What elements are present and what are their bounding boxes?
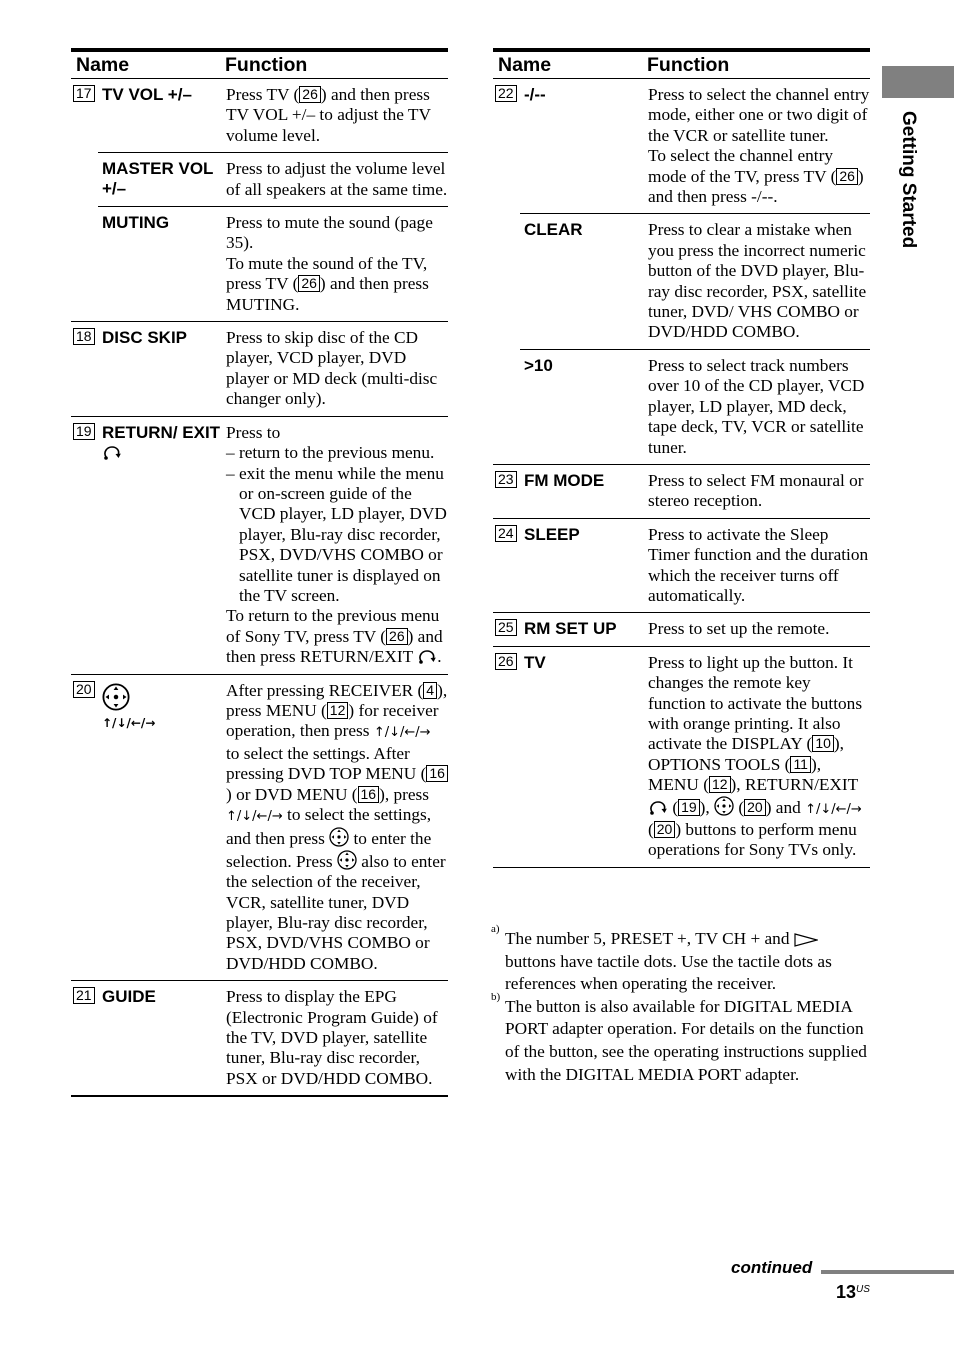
text-run: Press to — [226, 422, 281, 442]
button-number-ref: 12 — [709, 776, 731, 793]
group-rows — [98, 981, 448, 1095]
arrow-keys-icon: ↑/↓/←/→ — [226, 809, 283, 824]
return-icon — [648, 800, 668, 816]
button-number-ref: 11 — [790, 756, 811, 773]
row-function — [226, 981, 448, 1095]
text-run: ), press — [379, 784, 430, 804]
page-number — [836, 1282, 870, 1303]
row-name-text: RM SET UP — [524, 619, 617, 639]
table-row — [98, 417, 448, 674]
text-run: ) and then press TV VOL +/– to adjust the TV volume level. — [226, 85, 431, 145]
row-name — [98, 981, 226, 1095]
text-run: Press to select track numbers over 10 of the CD player, VCD player, LD player, MD deck, tape deck, TV, VCR or satellite tuner. — [648, 355, 865, 457]
button-number-ref: 26 — [836, 168, 858, 185]
side-tab-label: Getting Started — [898, 111, 919, 249]
return-icon — [417, 649, 437, 665]
text-run: ) buttons to perform menu operations for Sony TVs only. — [648, 820, 857, 860]
bullet-item: – exit the menu while the menu or on-screen guide of the VCD player, LD player, DVD player, Blu-ray disc recorder, PSX, DVD/VHS COMBO or satellite tuner is displayed on the TV screen. — [226, 463, 447, 605]
row-name — [98, 417, 226, 674]
button-number-ref: 26 — [386, 628, 408, 645]
group-number: 25 — [495, 619, 517, 636]
group-number: 20 — [73, 681, 95, 698]
group-number-cell — [71, 322, 98, 416]
row-name — [98, 153, 226, 206]
footnote-mark: b) — [491, 990, 501, 1003]
row-name — [98, 79, 226, 152]
text-run: To return to the previous menu of Sony TV, press TV ( — [226, 606, 440, 646]
text-run: Press to select FM monaural or stereo reception. — [648, 470, 864, 511]
footnote — [491, 990, 870, 1086]
text-run: Press to skip disc of the CD player, VCD player, DVD player or MD deck (multi-disc changer only). — [226, 328, 438, 409]
text-run: ), — [699, 797, 715, 817]
group-number: 24 — [495, 525, 517, 542]
group-rows — [98, 322, 448, 416]
row-function — [648, 350, 870, 464]
text-run: Press to mute the sound (page 35). — [226, 213, 433, 253]
left-table — [71, 48, 448, 1097]
group-number-cell — [493, 79, 520, 464]
group-rows — [520, 647, 870, 867]
table-row — [520, 79, 870, 214]
row-function — [648, 613, 870, 645]
row-name — [520, 350, 648, 464]
button-number-ref: 26 — [298, 275, 320, 292]
text-run: To select the channel entry mode of the TV, press TV ( — [648, 146, 837, 186]
continued-label: continued — [731, 1258, 813, 1277]
row-name-text: DISC SKIP — [102, 328, 188, 348]
row-name-text: >10 — [524, 355, 553, 375]
enter-icon — [329, 827, 349, 847]
group-number-cell — [493, 613, 520, 645]
group-number-cell — [493, 465, 520, 518]
group-number-cell — [493, 647, 520, 867]
footnote-mark: a) — [491, 923, 500, 935]
page-number-value: 13 — [836, 1282, 857, 1302]
row-function — [648, 519, 870, 613]
arrow-keys-icon: ↑/↓/←/→ — [805, 801, 862, 817]
group-rows — [520, 79, 870, 464]
row-name-text: MUTING — [102, 213, 170, 233]
group-rows — [520, 519, 870, 613]
row-name — [520, 519, 648, 613]
text-run: ), MENU ( — [648, 754, 822, 795]
page-number-suffix: US — [856, 1284, 870, 1295]
text-run: ), RETURN/EXIT — [730, 775, 858, 795]
button-number-ref: 19 — [678, 799, 700, 816]
footnote — [491, 923, 870, 996]
row-function — [648, 79, 870, 213]
row-name — [98, 322, 226, 416]
button-number-ref: 26 — [299, 86, 321, 103]
play-icon — [794, 933, 818, 947]
button-number-ref: 4 — [423, 682, 437, 699]
right-table — [493, 48, 870, 868]
text-run: Press to light up the button. It changes the remote key function to activate the buttons with orange printing. It also activate the DISPLAY ( — [648, 652, 863, 754]
button-number-ref: 12 — [327, 702, 349, 719]
group-number: 18 — [73, 328, 95, 345]
text-run: Press to display the EPG (Electronic Program Guide) of the TV, DVD player, satellite tuner, Blu-ray disc recorder, PSX or DVD/HDD COMBO. — [226, 987, 438, 1088]
text-run: ) for receiver operation, then press — [226, 700, 439, 741]
text-run: ), press MENU ( — [226, 680, 448, 720]
text-run: ) and then press RETURN/EXIT — [226, 626, 443, 667]
group-number: 23 — [495, 471, 517, 488]
group-number: 22 — [495, 85, 517, 102]
text-run: ) or DVD MENU ( — [226, 784, 358, 804]
row-name — [520, 465, 648, 518]
row-function — [648, 214, 870, 348]
row-function — [648, 647, 870, 867]
text-run: After pressing RECEIVER ( — [226, 680, 424, 700]
text-run: To mute the sound of the TV, press TV ( — [226, 253, 428, 294]
table-row — [520, 350, 870, 464]
table-row — [520, 214, 870, 349]
enter-icon — [337, 850, 357, 870]
side-tab — [893, 111, 919, 261]
row-function — [648, 465, 870, 518]
table-row — [98, 675, 448, 981]
header-name: Name — [498, 54, 552, 76]
row-function — [226, 417, 448, 674]
row-name — [98, 207, 226, 321]
table-group — [493, 613, 870, 646]
row-function — [226, 207, 448, 321]
header-function: Function — [647, 54, 730, 76]
group-rows — [98, 79, 448, 321]
continued-bar — [821, 1270, 954, 1274]
text-run: to enter the selection. Press — [226, 829, 432, 871]
return-icon — [102, 445, 122, 461]
group-number: 26 — [495, 653, 517, 670]
footnotes — [491, 923, 870, 1086]
button-number-ref: 16 — [358, 786, 380, 803]
button-number-ref: 10 — [812, 735, 834, 752]
group-rows — [520, 613, 870, 645]
row-function — [226, 322, 448, 416]
row-name — [98, 675, 226, 981]
table-row — [520, 519, 870, 613]
group-number-cell — [71, 79, 98, 321]
text-run: Press to adjust the volume level of all speakers at the same time. — [226, 159, 448, 199]
text-run: ) and then press MUTING. — [226, 274, 429, 314]
row-name — [520, 647, 648, 867]
text-run: ( — [734, 797, 745, 817]
row-function — [226, 79, 448, 152]
row-name-text: GUIDE — [102, 987, 156, 1007]
group-number: 21 — [73, 987, 95, 1004]
bullet-item: – return to the previous menu. — [226, 443, 435, 463]
table-row — [520, 647, 870, 867]
group-number: 19 — [73, 423, 95, 440]
button-number-ref: 20 — [654, 821, 676, 838]
table-row — [98, 207, 448, 321]
row-name — [520, 79, 648, 213]
arrow-keys-icon: ↑/↓/←/→ — [373, 725, 431, 741]
table-group — [71, 417, 448, 675]
table-header — [493, 48, 870, 79]
table-row — [98, 79, 448, 153]
text-run: The number 5, PRESET +, TV CH + and — [505, 929, 794, 948]
row-function — [226, 153, 448, 206]
row-name-text: TV VOL +/– — [102, 85, 192, 104]
group-rows — [98, 675, 448, 981]
table-group — [493, 519, 870, 614]
group-rows — [98, 417, 448, 674]
group-number-cell — [71, 981, 98, 1095]
table-group — [493, 79, 870, 465]
table-header — [71, 48, 448, 79]
text-run: Press TV ( — [226, 85, 300, 104]
group-number-cell — [493, 519, 520, 613]
side-tab-block — [882, 66, 954, 98]
text-run: ( — [668, 797, 679, 817]
row-name — [520, 214, 648, 348]
table-row — [98, 322, 448, 416]
text-run: ), OPTIONS TOOLS ( — [648, 734, 844, 774]
text-run: Press to clear a mistake when you press the incorrect numeric button of the DVD player, Blu-ray disc recorder, PSX, satellite tuner, DVD/ VHS COMBO or DVD/HDD COMBO. — [648, 220, 867, 342]
text-run: to select the settings, and then press — [226, 805, 432, 849]
row-name-text: FM MODE — [524, 470, 605, 490]
button-number-ref: 16 — [426, 765, 448, 782]
table-row — [520, 465, 870, 518]
text-run: ( — [648, 820, 654, 839]
group-number: 17 — [73, 85, 95, 102]
text-run: to select the settings. After pressing DVD TOP MENU ( — [226, 743, 427, 784]
table-group — [71, 79, 448, 322]
table-row — [98, 981, 448, 1095]
header-function: Function — [225, 54, 308, 76]
row-function — [226, 675, 448, 981]
table-row — [520, 613, 870, 645]
header-name: Name — [76, 54, 130, 76]
enter-icon — [102, 683, 130, 711]
row-name-text: CLEAR — [524, 220, 583, 240]
enter-icon — [714, 796, 734, 816]
table-group — [71, 981, 448, 1097]
text-run: Press to select the channel entry mode, either one or two digit of the VCR or satellite tuner. — [648, 85, 870, 145]
text-run: ) and — [765, 797, 806, 817]
text-run: ) and then press -/--. — [648, 166, 864, 207]
row-name-text: RETURN/ EXIT — [102, 422, 221, 442]
table-group — [71, 322, 448, 417]
group-number-cell — [71, 675, 98, 981]
text-run: also to enter the selection of the receiver, VCR, satellite tuner, DVD player, Blu-ray disc recorder, PSX, DVD/VHS COMBO or DVD/HDD COMBO. — [226, 851, 446, 973]
button-number-ref: 20 — [744, 799, 766, 816]
text-run: buttons have tactile dots. Use the tactile dots as references when operating the receiver. — [505, 951, 832, 994]
row-name — [520, 613, 648, 645]
table-group — [493, 465, 870, 519]
group-rows — [520, 465, 870, 518]
table-row — [98, 153, 448, 207]
row-name-text: -/-- — [524, 85, 546, 104]
text-run: Press to activate the Sleep Timer function and the duration which the receiver turns off automatically. — [648, 524, 869, 605]
text-run: . — [437, 647, 442, 667]
row-name-text: TV — [524, 652, 546, 672]
table-group — [493, 647, 870, 868]
row-name-text: SLEEP — [524, 524, 580, 544]
group-number-cell — [71, 417, 98, 674]
text-run: The button is also available for DIGITAL MEDIA PORT adapter operation. For details on the function of the button, see the operating instructions supplied with the DIGITAL MEDIA PORT adapter. — [505, 996, 867, 1084]
arrow-keys-icon: ↑/↓/←/→ — [102, 715, 156, 730]
text-run: Press to set up the remote. — [648, 619, 830, 639]
row-name-text: MASTER VOL +/– — [102, 159, 214, 199]
table-group — [71, 675, 448, 982]
